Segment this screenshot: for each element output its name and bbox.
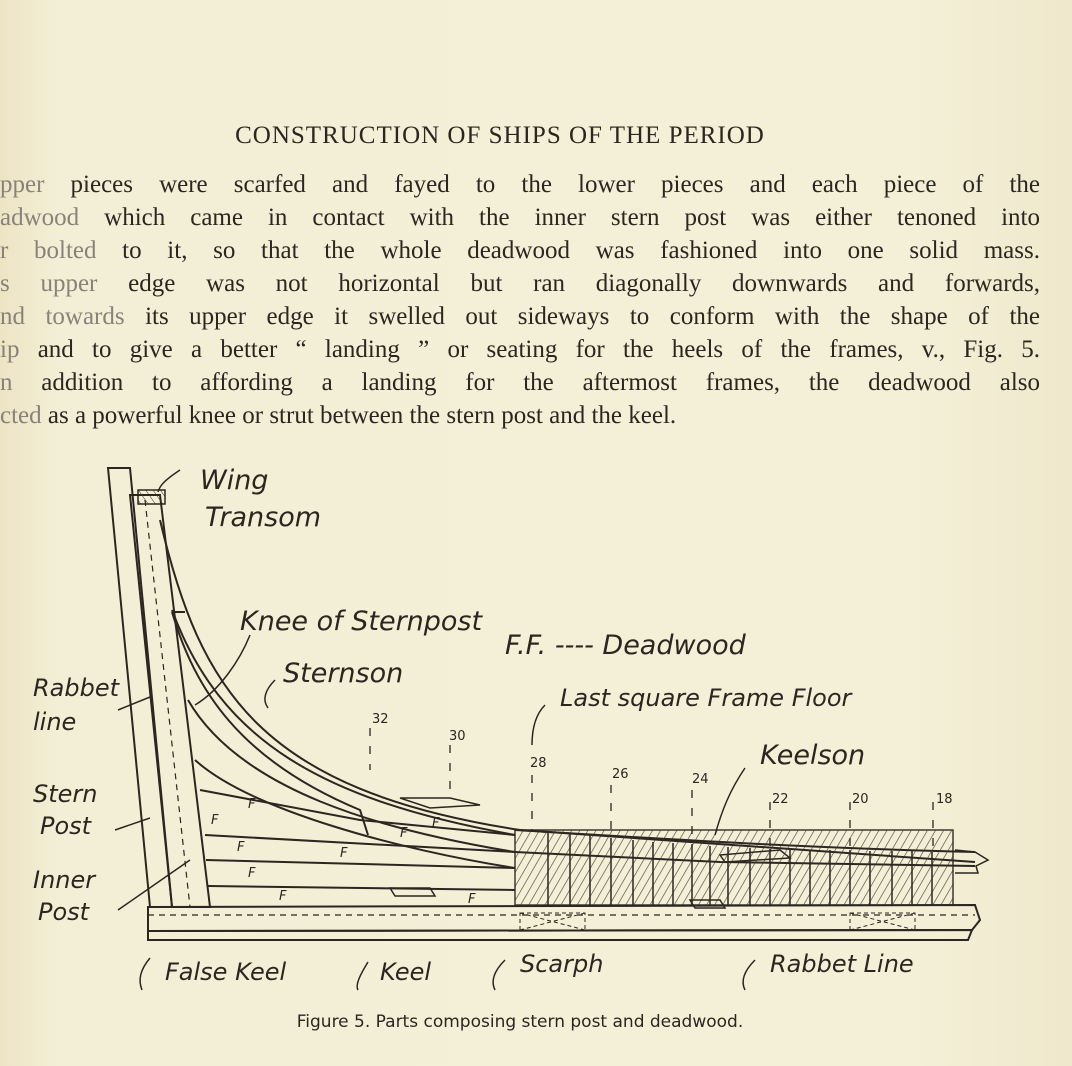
text-line: s upper edge was not horizontal but ran diagonally downwards and forwards, (0, 270, 1040, 297)
stern-label: Stern (33, 780, 98, 808)
rabbet-label: Rabbet (33, 674, 120, 702)
f-mark: F (400, 826, 408, 841)
f-mark: F (237, 840, 245, 855)
keelson-label: Keelson (760, 740, 866, 771)
f-mark: F (279, 889, 287, 904)
knee-label: Knee of Sternpost (240, 606, 483, 637)
frame-number: 20 (852, 792, 869, 807)
text-line: nd towards its upper edge it swelled out sideways to conform with the shape of the (0, 303, 1040, 330)
knee-of-sternpost (160, 520, 975, 862)
frame-number: 26 (612, 767, 629, 782)
frame-number: 22 (772, 792, 789, 807)
keel-label: Keel (380, 958, 432, 986)
f-mark: F (248, 866, 256, 881)
last-frame-label: Last square Frame Floor (560, 684, 852, 712)
wing-transom (138, 490, 165, 504)
frame-number: 28 (530, 756, 547, 771)
running-head: CONSTRUCTION OF SHIPS OF THE PERIOD (235, 122, 765, 149)
text-line: ip and to give a better “ landing ” or seating for the heels of the frames, v., Fig. 5. (0, 336, 1040, 363)
rabbet-line-label: line (33, 708, 77, 736)
stern-deadwood-diagram (0, 450, 1072, 1010)
scarph-label: Scarph (520, 950, 604, 978)
rabbet-line-bottom-label: Rabbet Line (770, 950, 914, 978)
text-line: adwood which came in contact with the inner stern post was either tenoned into (0, 204, 1040, 231)
frame-number: 30 (449, 729, 466, 744)
f-mark: F (248, 797, 256, 812)
deadwood-label: F.F. ---- Deadwood (505, 630, 746, 661)
f-mark: F (432, 816, 440, 831)
stern-post-label: Post (40, 812, 92, 840)
f-mark: F (340, 846, 348, 861)
wing-label: Wing (200, 465, 269, 496)
frame-number: 18 (936, 792, 953, 807)
sternson (188, 700, 515, 852)
frame-floors (515, 830, 953, 905)
sternson-label: Sternson (283, 658, 404, 689)
text-line: r bolted to it, so that the whole deadwood was fashioned into one solid mass. (0, 237, 1040, 264)
frame-number: 32 (372, 712, 389, 727)
figure-caption: Figure 5. Parts composing stern post and deadwood. (296, 1012, 744, 1032)
false-keel-label: False Keel (165, 958, 287, 986)
f-mark: F (211, 813, 219, 828)
text-line: cted as a powerful knee or strut between the stern post and the keel. (0, 402, 677, 429)
inner-label: Inner (33, 866, 96, 894)
false-keel (148, 930, 972, 940)
text-line: n addition to affording a landing for the aftermost frames, the deadwood also (0, 369, 1040, 396)
frame-number: 24 (692, 772, 709, 787)
f-mark: F (468, 892, 476, 907)
body-paragraph (0, 168, 1040, 432)
transom-label: Transom (205, 502, 322, 533)
inner-post-label: Post (38, 898, 90, 926)
text-line: pper pieces were scarfed and fayed to the lower pieces and each piece of the (0, 171, 1040, 198)
